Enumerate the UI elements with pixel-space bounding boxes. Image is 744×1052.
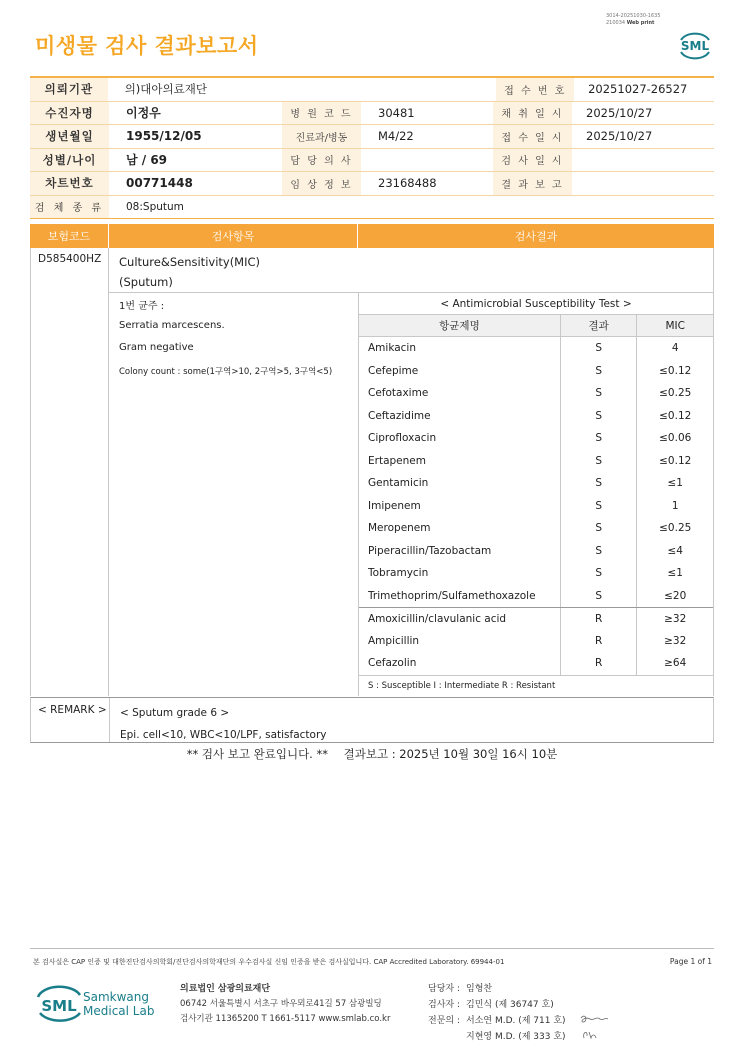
results-table — [30, 224, 714, 248]
ast-drug: Ceftazidime — [359, 405, 561, 428]
doctor-value — [361, 149, 493, 172]
ast-row — [359, 652, 713, 675]
ast-drug: Ciprofloxacin — [359, 427, 561, 450]
ast-drug: Meropenem — [359, 517, 561, 540]
ast-drug: Trimethoprim/Sulfamethoxazole — [359, 585, 561, 608]
ast-result: S — [561, 360, 638, 383]
ast-row — [359, 517, 713, 540]
ast-drug: Tobramycin — [359, 562, 561, 585]
accreditation-text: 본 검사실은 CAP 인증 및 대한진단검사의학회/진단검사의학재단의 우수검사실 신임 인증을 받은 검사실입니다. CAP Accredited Laboratory. 69944-01 — [33, 958, 505, 966]
ast-result: S — [561, 337, 638, 360]
ast-row — [359, 360, 713, 383]
ast-result: S — [561, 562, 638, 585]
samkwang-logo-text: SML — [41, 997, 77, 1015]
dept-label: 진료과/병동 — [282, 125, 361, 148]
ast-mic: ≤1 — [667, 477, 683, 490]
brand-name-line: Samkwang — [83, 990, 149, 1004]
ast-row — [359, 540, 713, 563]
remark-line: Epi. cell<10, WBC<10/LPF, satisfactory — [120, 729, 327, 741]
ast-result: S — [561, 427, 638, 450]
colony-count: Colony count : some(1구역>10, 2구역>5, 3구역<5) — [119, 366, 333, 377]
staff-role: 검사자 : — [428, 1000, 460, 1010]
ast-result: S — [561, 540, 638, 563]
ast-drug: Piperacillin/Tazobactam — [359, 540, 561, 563]
insurance-code — [30, 248, 109, 696]
collect-date-label: 채 취 일 시 — [493, 102, 572, 125]
completion-line — [0, 746, 744, 762]
ast-header — [359, 315, 713, 337]
report-title: 미생물 검사 결과보고서 — [35, 34, 259, 58]
name-value: 이정우 — [126, 106, 161, 121]
ast-result: R — [561, 630, 638, 653]
ast-mic: ≥32 — [664, 634, 687, 647]
dept-value: M4/22 — [378, 129, 414, 144]
ast-row — [359, 585, 713, 608]
patient-info-table — [30, 76, 714, 219]
ast-result: S — [561, 585, 638, 608]
ast-result: S — [561, 495, 638, 518]
print-mode: Web print — [626, 20, 655, 26]
ast-drug: Cefotaxime — [359, 382, 561, 405]
name-label: 수진자명 — [30, 102, 109, 125]
ast-row — [359, 427, 713, 450]
ast-mic: ≥64 — [664, 657, 687, 670]
hospital-code-label: 병 원 코 드 — [282, 102, 361, 125]
gram-stain: Gram negative — [119, 342, 194, 353]
print-stamp-id: 3014-20251030-1635 — [606, 13, 661, 19]
ast-drug: Amikacin — [359, 337, 561, 360]
ast-mic: ≤20 — [664, 589, 687, 602]
requester-value: 의)대아의료재단 — [124, 82, 207, 97]
ast-col-drug: 항균제명 — [359, 315, 561, 336]
ast-row — [359, 607, 713, 630]
ast-title: < Antimicrobial Susceptibility Test > — [359, 293, 713, 315]
collect-date-value: 2025/10/27 — [586, 105, 653, 120]
ast-result: S — [561, 450, 638, 473]
results-header — [30, 224, 714, 248]
test-date-value — [572, 149, 714, 172]
ast-row — [359, 495, 713, 518]
ast-drug: Ampicillin — [359, 630, 561, 653]
ast-drug: Cefepime — [359, 360, 561, 383]
report-time: 결과보고 : 2025년 10월 30일 16시 10분 — [343, 747, 558, 761]
ast-row — [359, 450, 713, 473]
ast-mic: ≤1 — [667, 567, 683, 580]
ast-row — [359, 472, 713, 495]
ast-mic: ≤0.12 — [659, 409, 692, 422]
ast-mic: ≥32 — [664, 612, 687, 625]
ast-mic: ≤0.25 — [659, 387, 692, 400]
staff-list — [428, 981, 566, 1045]
header-code: 보험코드 — [30, 224, 109, 248]
ast-body — [359, 337, 713, 675]
ast-row — [359, 562, 713, 585]
ast-row — [359, 405, 713, 428]
ast-result: R — [561, 652, 638, 675]
info-row — [30, 149, 714, 173]
receipt-no-value: 20251027-26527 — [588, 82, 688, 97]
specimen-label: 검 체 종 류 — [30, 196, 109, 219]
ast-drug: Amoxicillin/clavulanic acid — [359, 608, 561, 630]
page-number: Page 1 of 1 — [669, 957, 712, 966]
ast-drug: Imipenem — [359, 495, 561, 518]
receipt-no-label: 접 수 번 호 — [496, 78, 574, 101]
ast-mic: ≤4 — [667, 544, 683, 557]
report-label: 결 과 보 고 — [493, 172, 572, 195]
organism-name: Serratia marcescens. — [119, 319, 225, 331]
staff-name: 서소연 M.D. (제 711 호) — [466, 1016, 566, 1026]
ast-legend: S : Susceptible I : Intermediate R : Resistant — [359, 675, 713, 696]
chart-no-value: 00771448 — [126, 176, 193, 191]
signature-icon — [578, 1010, 610, 1042]
brand-name — [83, 990, 154, 1018]
remark-label: < REMARK > — [31, 698, 110, 742]
receive-date-value: 2025/10/27 — [586, 129, 653, 144]
institution-contact: 검사기관 11365200 T 1661-5117 www.smlab.co.kr — [180, 1014, 391, 1024]
ast-mic: 4 — [671, 342, 679, 355]
sex-age-label: 성별/나이 — [30, 149, 109, 172]
ast-mic: ≤0.12 — [659, 454, 692, 467]
ast-drug: Gentamicin — [359, 472, 561, 495]
completion-text: ** 검사 보고 완료입니다. ** — [186, 747, 328, 761]
insurance-code-value: D585400HZ — [38, 253, 102, 265]
test-item-specimen: (Sputum) — [119, 275, 173, 289]
staff-role — [428, 1029, 466, 1045]
test-item — [109, 248, 714, 293]
staff-row — [428, 1029, 566, 1045]
ast-table — [358, 293, 714, 696]
clinical-label: 임 상 정 보 — [282, 172, 361, 195]
receive-date-label: 접 수 일 시 — [493, 125, 572, 148]
ast-mic: 1 — [671, 499, 679, 512]
sex-age-value: 남 / 69 — [126, 153, 168, 168]
print-stamp-code: 210034 — [606, 20, 626, 26]
institution-info — [180, 982, 390, 1027]
institution-name: 의료법인 삼광의료재단 — [180, 984, 271, 994]
brand-name-line: Medical Lab — [83, 1004, 155, 1018]
institution-address: 06742 서울특별시 서초구 바우뫼로41길 57 삼광빌딩 — [180, 999, 382, 1009]
remark-line: < Sputum grade 6 > — [120, 707, 230, 719]
test-date-label: 검 사 일 시 — [493, 149, 572, 172]
clinical-value: 23168488 — [378, 176, 437, 191]
ast-mic: ≤0.12 — [659, 364, 692, 377]
remark-body — [110, 698, 327, 742]
staff-row — [428, 997, 566, 1013]
footer-divider — [30, 948, 714, 949]
doctor-label: 담 당 의 사 — [282, 149, 361, 172]
staff-row — [428, 1013, 566, 1029]
hospital-code-value: 30481 — [378, 105, 415, 120]
remark-row — [30, 697, 714, 743]
organism-info — [109, 293, 358, 696]
info-row — [30, 172, 714, 196]
header-result: 검사결과 — [514, 230, 558, 243]
staff-role: 담당자 : — [428, 984, 460, 994]
info-row — [30, 102, 714, 126]
ast-result: R — [561, 608, 638, 630]
ast-result: S — [561, 405, 638, 428]
strain-label: 1번 균주 : — [119, 301, 165, 312]
staff-role: 전문의 : — [428, 1016, 460, 1026]
ast-col-mic: MIC — [665, 319, 685, 332]
sml-logo-icon — [676, 28, 714, 62]
staff-row — [428, 981, 566, 997]
requester-label: 의뢰기관 — [30, 78, 108, 101]
dob-label: 생년월일 — [30, 125, 109, 148]
dob-value: 1955/12/05 — [126, 129, 202, 144]
test-item-name: Culture&Sensitivity(MIC) — [119, 255, 261, 269]
staff-name: 임형찬 — [466, 984, 493, 994]
sml-logo-text: SML — [680, 39, 710, 53]
ast-result: S — [561, 472, 638, 495]
ast-mic: ≤0.25 — [659, 522, 692, 535]
info-row — [30, 125, 714, 149]
specimen-value: 08:Sputum — [126, 200, 184, 213]
info-row — [30, 196, 714, 220]
staff-name: 지현영 M.D. (제 333 호) — [466, 1032, 566, 1042]
staff-name: 김민식 (제 36747 호) — [466, 1000, 554, 1010]
ast-row — [359, 337, 713, 360]
print-stamp — [606, 13, 661, 27]
ast-drug: Cefazolin — [359, 652, 561, 675]
info-row — [30, 78, 714, 102]
ast-result: S — [561, 382, 638, 405]
ast-mic: ≤0.06 — [659, 432, 692, 445]
ast-row — [359, 630, 713, 653]
ast-result: S — [561, 517, 638, 540]
ast-drug: Ertapenem — [359, 450, 561, 473]
ast-col-result: 결과 — [561, 315, 638, 336]
report-value — [572, 172, 714, 195]
chart-no-label: 차트번호 — [30, 172, 109, 195]
header-item: 검사항목 — [109, 224, 358, 248]
ast-row — [359, 382, 713, 405]
